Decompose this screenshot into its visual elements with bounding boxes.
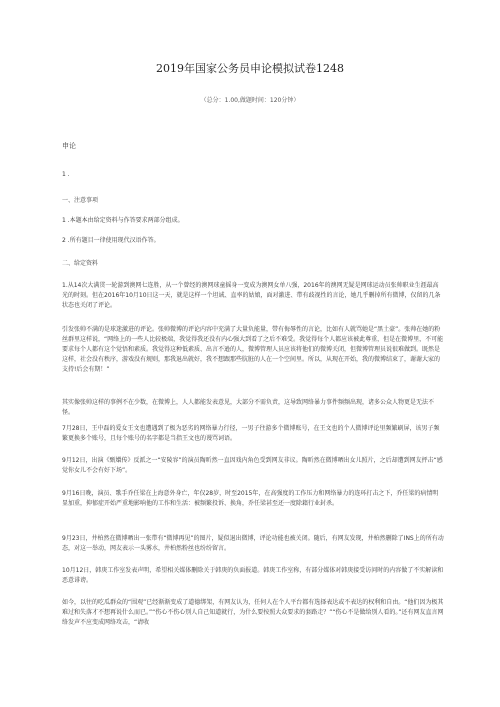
document-title: 2019年国家公务员申论模拟试卷1248 bbox=[156, 62, 344, 75]
material-paragraph-4: 7月28日，王中磊的爱女王文也遭遇到了极为恶劣的网络暴力行径，一男子往游多个微博账号，在王文也的个人微博评论里频繁刷屏，该男子频繁更换多个账号，且每个账号的名字都是当指王文也的谩骂词语。 bbox=[62, 425, 440, 442]
material-paragraph-9: 如今，以往的吃瓜群众的“围观”已经渐渐变成了道德绑架，有网友认为，任何人在个人平台都有选择表达或不表达的权利和自由。“他们因为极其难过和失落才不想再说什么而已。”“伤心不伤心别人自己知道就行，为什么要按照大众要求的套路走？”“伤心不是做给别人看的。”还有网友直言网络发声不应变成网络攻击，“请收 bbox=[62, 599, 444, 626]
question-number: 1 . bbox=[62, 171, 70, 178]
material-paragraph-2: 引发张帅不满的是球迷激进的评论。张帅微博的评论内容中充满了大量负能量，带有侮辱性的言论，比如有人就骂她是“黑土豪”。张帅在她的粉丝群里这样说，“网络上的一些人比较极端，我觉得我还没有内心强大到看了之后不难受。我觉得每个人都应该被此尊重，但是在微博里，不可能要求每个人都有这个觉悟和素质。我觉得这种低素质、出言不逊的人，微博管理人员应该将他们的微博关闭，但微博管理员说很难做到。既然是这样，社会没有秩序，游戏没有规则，那我退出就好，我不想跟那些肮脏的人在一个空间里。所以，从现在开始，我的微博结束了，谢谢大家的支持!后会有期！” bbox=[62, 326, 444, 373]
note-item-2: 2 .所有题目一律使用现代汉语作答。 bbox=[62, 237, 160, 244]
heading-notes: 一、注意事项 bbox=[62, 197, 99, 204]
material-paragraph-8: 10月12日，韩庚工作室发表声明，希望相关媒体删除关于韩庚的负面报道。韩庚工作室称，有部分媒体对韩庚接受访问时的内容做了不实解读和恶意诽谤。 bbox=[62, 567, 444, 584]
material-paragraph-6: 9月16日晚，演员、歌手乔任梁在上海意外身亡，年仅28岁，时至2015年，在高强度的工作压力和网络暴力的连环打击之下，乔任梁的病情明显加重，抑郁症开始严重地影响他的工作和生活：被频繁投诉、换角，乔任梁甚至还一度除籍行业封杀。 bbox=[62, 490, 439, 507]
material-paragraph-5: 9月12日，出演《甄嬛传》反派之一“安陵容”的演员陶昕然一直因戏内角色受到网友非议。陶昕然在微博晒出女儿照片，之后却遭到网友抨击“感觉你女儿不会有好下场”。 bbox=[62, 457, 443, 474]
section-label: 申论 bbox=[62, 142, 76, 150]
material-paragraph-7: 9月23日，井柏然在微博晒出一张带有“微博再见”的图片，疑似退出微博，评论功能也被关闭。随后，有网友发现，井柏然删除了INS上的所有动态，对这一举动，网友表示一头雾水，井柏然粉丝也纷纷留言。 bbox=[62, 535, 444, 552]
heading-materials: 二、给定资料 bbox=[62, 260, 99, 267]
exam-meta: （总分：1.00,做题时间：120分钟） bbox=[200, 97, 300, 104]
note-item-1: 1 .本题本由给定资料与作答要求两部分组成。 bbox=[62, 217, 184, 224]
material-paragraph-3: 其实像张帅这样的事例不在少数，在微博上，人人都能发表意见，大部分不需负责，这导致网络暴力事件频频出现，诸多公众人物更是无法不怪。 bbox=[62, 399, 435, 416]
material-paragraph-1: 1.从14次大满贯一轮游到澳网七连胜，从一个曾经的澳网球童摇身一变成为澳网女单八强，2016年的澳网无疑是网球运动员张帅职业生涯最高光的时刻。但在2016年10月10日这一天，就是这样一个坦诚、直率的姑娘，面对激进、带有歧视性的言论，她几乎删掉所有微博，仅留的几条状态也关闭了评论。 bbox=[62, 282, 441, 309]
